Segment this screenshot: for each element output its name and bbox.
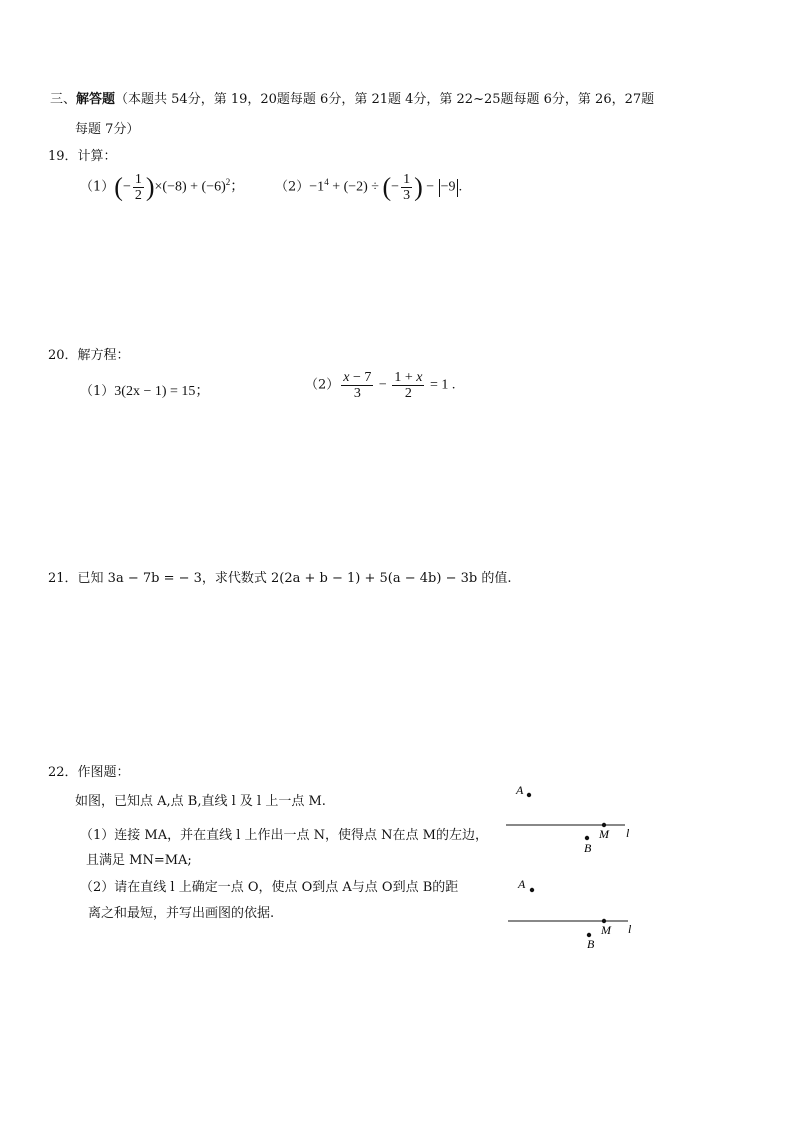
fig1-label-b: B bbox=[584, 841, 592, 855]
fig2-label-l: l bbox=[628, 922, 632, 936]
q22-label: 作图题： bbox=[77, 765, 130, 780]
q22-number: 22． bbox=[48, 765, 78, 780]
q20-part1 bbox=[80, 380, 209, 400]
q20-p2-label: （2） bbox=[305, 377, 340, 393]
q22-part2-line2: 离之和最短，并写出画图的依据. bbox=[88, 906, 275, 921]
q19-p2-label: （2） bbox=[275, 179, 310, 195]
q19-label: 计算： bbox=[77, 149, 117, 164]
section-number: 三、 bbox=[50, 92, 77, 107]
fig1-label-l: l bbox=[626, 826, 630, 840]
q20-label: 解方程： bbox=[77, 348, 130, 363]
fig1-point-a bbox=[527, 793, 531, 797]
fig2-label-a: A bbox=[518, 877, 526, 891]
fig2-point-a bbox=[530, 888, 534, 892]
q20-part2: （2） $\frac{x - 7}{3}$ − $\frac{1 + x}{2}$ = 1 . bbox=[305, 370, 456, 401]
q22-part1-line1: （1）连接 MA，并在直线 l 上作出一点 N，使得点 N在点 M的左边， bbox=[80, 828, 488, 843]
q21-number: 21． bbox=[48, 571, 78, 586]
q22-header bbox=[48, 761, 130, 780]
q19-part1: （1）(− $\frac{1}{2}$ )$\times(-8) + (-6)^2$； bbox=[80, 172, 245, 203]
q22-part2-line1: （2）请在直线 l 上确定一点 O，使点 O到点 A与点 O到点 B的距 bbox=[80, 880, 459, 895]
fig1-point-b bbox=[585, 836, 589, 840]
fig1-label-a: A bbox=[516, 783, 524, 797]
q22-intro: 如图，已知点 A,点 B,直线 l 及 l 上一点 M. bbox=[75, 794, 326, 809]
q21-text: 已知 3a − 7b = − 3，求代数式 2(2a + b − 1) + 5(a − 4b) − 3b 的值. bbox=[77, 571, 512, 586]
section-note-line1: （本题共 54分，第 19，20题每题 6分，第 21题 4分，第 22~25题每题 6分，第 26，27题 bbox=[115, 92, 655, 107]
q20-p1-label: （1） bbox=[80, 384, 115, 399]
fig1-label-m: M bbox=[599, 827, 609, 841]
fig2-label-m: M bbox=[601, 923, 611, 937]
q21 bbox=[48, 567, 511, 586]
fig2-label-b: B bbox=[587, 937, 595, 951]
geometry-figure-2 bbox=[500, 872, 650, 954]
q19-number: 19． bbox=[48, 149, 78, 164]
section-heading bbox=[50, 88, 654, 107]
q20-p1-expr: 3(2x − 1) = 15； bbox=[114, 384, 210, 399]
q19-part2: $(2)-1^4 + (-2)$ ÷ (− $\frac{1}{3}$ ) − −9 . bbox=[275, 172, 463, 203]
section-title: 解答题 bbox=[76, 92, 116, 107]
q20-header bbox=[48, 344, 130, 363]
geometry-figure-1 bbox=[500, 778, 650, 858]
q19-header bbox=[48, 145, 117, 164]
q20-number: 20． bbox=[48, 348, 78, 363]
q19-p1-label: （1） bbox=[80, 179, 115, 195]
section-note-line2: 每题 7分） bbox=[75, 122, 140, 137]
q22-part1-line2: 且满足 MN=MA; bbox=[86, 853, 192, 868]
